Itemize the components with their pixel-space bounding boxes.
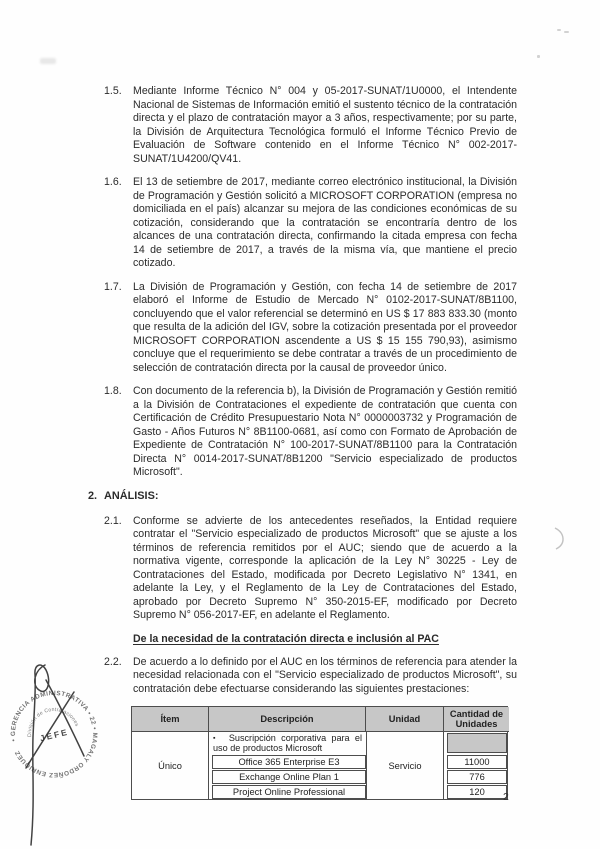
paragraph-1-6 — [88, 176, 518, 271]
paragraph-number: 1.8. — [104, 385, 122, 397]
paragraph-text: Con documento de la referencia b), la División de Programación y Gestión remitió a la División de Contrataciones el expediente de contratación que cuenta con Certificación de Crédito Presupuestario Nota N° 0000003732 y Programación de Gasto - Años Futuros N° 8B1100-0681, así como con Formato de Aprobación de Expediente de Contratación N° 100-2017-SUNAT/8B1100 para la Contratación Directa N° 0014-2017-SUNAT/8B1200 "Servicio especializado de productos Microsoft". — [133, 385, 517, 478]
table-cell-product: Office 365 Enterprise E3 — [212, 755, 366, 769]
table-cell-product: Exchange Online Plan 1 — [212, 770, 366, 784]
paragraph-1-8 — [88, 385, 518, 480]
section-number: 2. — [88, 489, 98, 502]
stamp-ring-text: • GERENCIA ADMINISTRATIVA • 22 • MAGALY ORDOÑEZ ENRIQUEZ — [9, 689, 99, 779]
paragraph-text: La División de Programación y Gestión, con fecha 14 de setiembre de 2017 elaboró el Informe de Estudio de Mercado N° 0102-2017-SUNAT/8B1100, concluyendo que el valor referencial se determinó en US $ 17 883 833.30 (monto que resulta de la adición del IGV, sobre la cotización presentada por el proveedor MICROSOFT CORPORATION ascendente a US $ 15 155 790,93), asimismo concluye que el requerimiento se debe contratar a través de un procedimiento de selección de contratación directa por la causal de proveedor único. — [133, 280, 517, 374]
table-cell-bullet-description — [209, 732, 366, 754]
table-header-descripcion: Descripción — [209, 707, 366, 732]
page-number: 2 — [503, 791, 509, 803]
table-header-unidad: Unidad — [366, 707, 444, 732]
bullet-icon: ▪ — [213, 735, 219, 742]
paragraph-1-7 — [88, 281, 518, 376]
paragraph-number: 1.7. — [104, 280, 122, 293]
paragraph-number: 1.6. — [104, 176, 122, 188]
document-body — [88, 85, 518, 800]
section-title: ANÁLISIS: — [104, 489, 159, 502]
official-stamp — [0, 652, 144, 852]
table-cell-quantity: 120 — [447, 785, 507, 799]
table-cell-product: Project Online Professional — [212, 785, 366, 799]
table-cell-quantity-empty — [447, 733, 507, 753]
table-cell-unit: Servicio — [366, 732, 444, 799]
subheading-necesidad-contratacion: De la necesidad de la contratación directa e inclusión al PAC — [133, 632, 439, 645]
paragraph-1-5 — [88, 85, 518, 166]
table-cell-quantity: 776 — [447, 770, 507, 784]
scan-artifact — [40, 58, 56, 64]
stamp-svg — [0, 652, 144, 852]
table-header-cantidad: Cantidad de Unidades — [444, 707, 509, 732]
prestaciones-table — [131, 706, 508, 800]
table-header-item: Ítem — [132, 707, 209, 732]
paragraph-number: 2.2. — [104, 655, 122, 668]
bullet-description-text: Suscripción corporativa para el uso de productos Microsoft — [213, 733, 362, 753]
table-cell-quantity: 11000 — [447, 755, 507, 769]
paragraph-text: Mediante Informe Técnico N° 004 y 05-2017-SUNAT/1U0000, el Intendente Nacional de Sistemas de Información emitió el sustento técnico de la contratación directa y el plazo de contratación mayor a 3 años, respectivamente; por su parte, la División de Arquitectura Tecnológica formuló el Informe Técnico Previo de Evaluación de Software contenido en el Informe Técnico N° 002-2017-SUNAT/1U4200/QV41. — [133, 85, 517, 165]
scan-artifact-paren — [552, 526, 572, 552]
paragraph-number: 1.5. — [104, 85, 122, 97]
paragraph-text: De acuerdo a lo definido por el AUC en los términos de referencia para atender la necesidad relacionada con el "Servicio especializado de productos Microsoft", su contratación debe efectuarse considerando las siguientes prestaciones: — [133, 655, 517, 695]
paragraph-text: El 13 de setiembre de 2017, mediante correo electrónico institucional, la División de Programación y Gestión solicitó a MICROSOFT CORPORATION (empresa no domiciliada en el país) alcanzar su mejora de las condiciones económicas de su cotización, considerando que la contratación se encontraría dentro de los alcances de una contratación directa, confirmando la citada empresa con fecha 14 de setiembre de 2017, a través de la misma vía, que mantiene el precio cotizado. — [133, 176, 517, 269]
stamp-center-text: JEFE — [38, 726, 70, 744]
scan-artifact — [564, 31, 569, 33]
table-cell-item: Único — [132, 732, 209, 799]
paragraph-text: Conforme se advierte de los antecedentes reseñados, la Entidad requiere contratar el "Servicio especializado de productos Microsoft" que se ajuste a los términos de referencia remitidos por el AUC; siendo que de acuerdo a la normativa vigente, corresponde la aplicación de la Ley N° 30225 - Ley de Contrataciones del Estado, modificada por Decreto Legislativo N° 1341, en adelante la Ley, y el Reglamento de la Ley de Contrataciones del Estado, aprobado por Decreto Supremo N° 350-2015-EF, modificado por Decreto Supremo N° 056-2017-EF, en adelante el Reglamento. — [133, 514, 517, 621]
paragraph-2-1 — [88, 515, 518, 623]
section-heading-analisis — [88, 490, 518, 502]
paragraph-number: 2.1. — [104, 514, 122, 527]
stamp-inner-text: División de Contrataciones — [26, 706, 80, 737]
scan-artifact — [537, 55, 540, 58]
scan-artifact — [557, 29, 561, 31]
paragraph-2-2 — [88, 656, 518, 697]
